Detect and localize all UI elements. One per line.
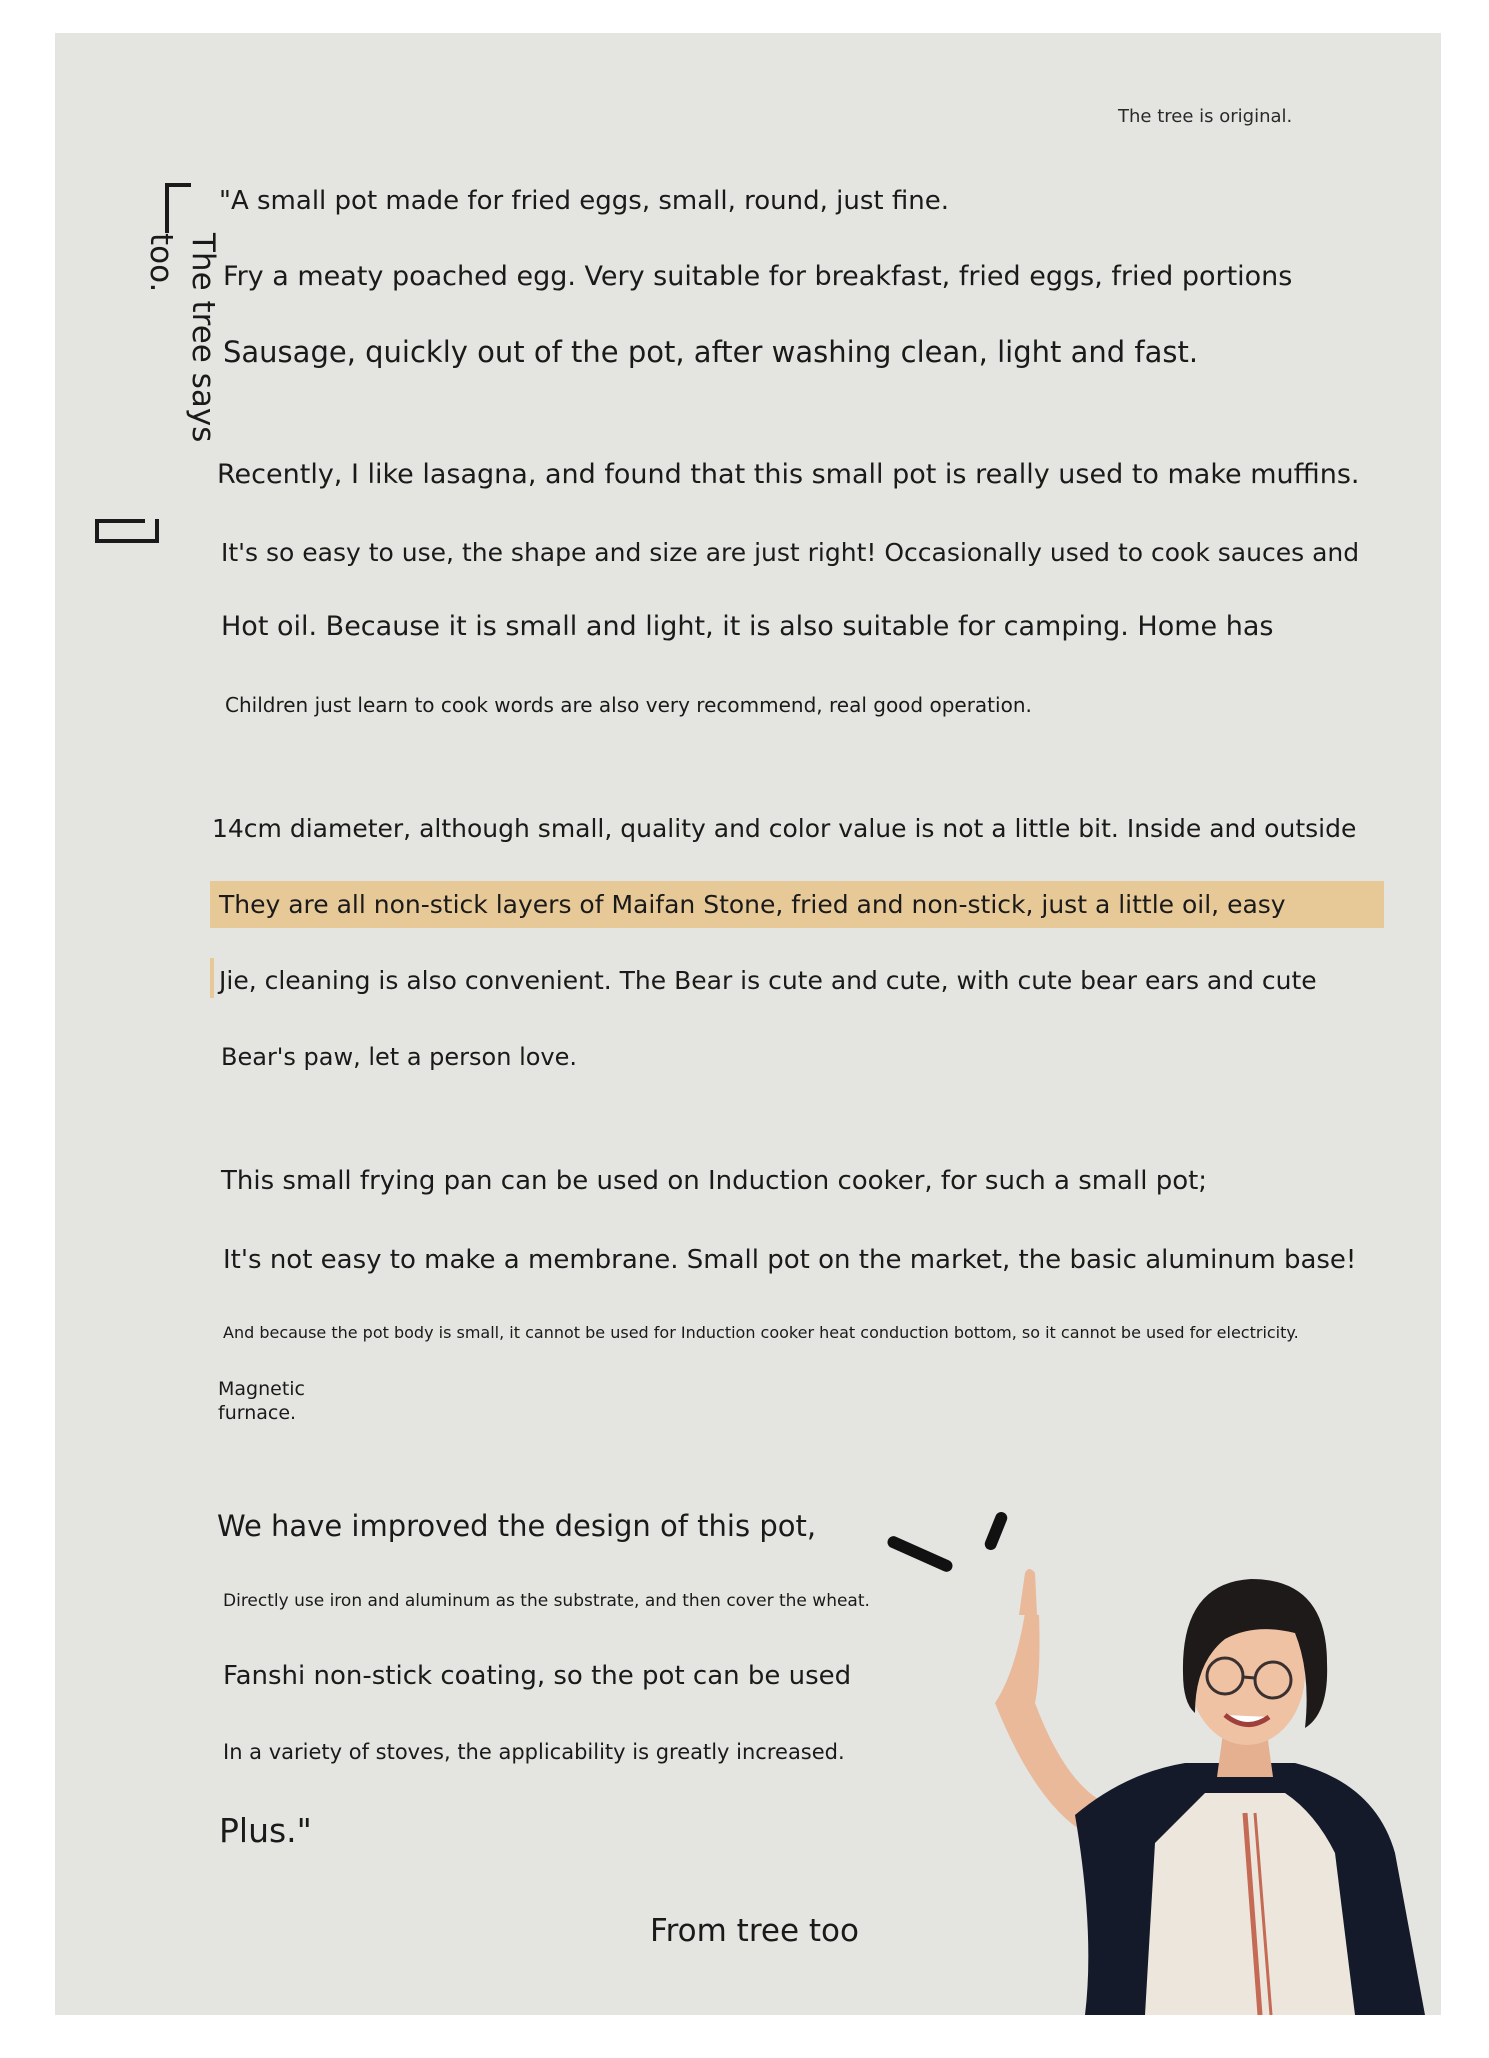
- p1-line-2: Fry a meaty poached egg. Very suitable for breakfast, fried eggs, fried portions: [223, 261, 1293, 292]
- p3-line-4: Bear's paw, let a person love.: [221, 1043, 578, 1071]
- p5-line-5: Plus.": [219, 1811, 312, 1850]
- p2-line-4: Children just learn to cook words are also very recommend, real good operation.: [225, 693, 1032, 717]
- p3-line-2: They are all non-stick layers of Maifan Stone, fried and non-stick, just a little oil, easy: [219, 890, 1286, 919]
- p4-line-5: furnace.: [218, 1402, 297, 1424]
- p1-line-1: "A small pot made for fried eggs, small, round, just fine.: [219, 186, 949, 216]
- signature: From tree too: [650, 1913, 859, 1949]
- credit-note: The tree is original.: [1118, 106, 1293, 127]
- emphasis-stroke-icon: [886, 1534, 955, 1573]
- close-bracket-mark: [95, 519, 159, 543]
- p4-line-1: This small frying pan can be used on Induction cooker, for such a small pot;: [221, 1166, 1208, 1196]
- p5-line-2: Directly use iron and aluminum as the substrate, and then cover the wheat.: [223, 1591, 870, 1611]
- p4-line-4: Magnetic: [218, 1378, 306, 1400]
- open-bracket-mark: [165, 183, 191, 233]
- p5-line-4: In a variety of stoves, the applicability is greatly increased.: [223, 1740, 845, 1764]
- vertical-title: The tree says too.: [143, 233, 221, 443]
- pointing-woman-illustration: [955, 1553, 1441, 2015]
- p2-line-3: Hot oil. Because it is small and light, it is also suitable for camping. Home has: [221, 611, 1274, 642]
- p4-line-2: It's not easy to make a membrane. Small pot on the market, the basic aluminum base!: [223, 1245, 1357, 1275]
- p2-line-1: Recently, I like lasagna, and found that this small pot is really used to make muffins.: [217, 459, 1360, 490]
- p4-line-3: And because the pot body is small, it cannot be used for Induction cooker heat conduction bottom, so it cannot be used for electricity.: [223, 1323, 1299, 1342]
- emphasis-stroke-icon: [983, 1510, 1009, 1552]
- vertical-title-block: [95, 183, 221, 603]
- p1-line-3: Sausage, quickly out of the pot, after washing clean, light and fast.: [223, 335, 1199, 369]
- p3-line-3: Jie, cleaning is also convenient. The Bear is cute and cute, with cute bear ears and cute: [219, 966, 1317, 995]
- p2-line-2: It's so easy to use, the shape and size are just right! Occasionally used to cook sauces and: [221, 538, 1360, 567]
- document-panel: [55, 33, 1441, 2015]
- highlight-marker: [210, 958, 214, 998]
- p5-line-3: Fanshi non-stick coating, so the pot can be used: [223, 1661, 852, 1691]
- p5-line-1: We have improved the design of this pot,: [217, 1509, 817, 1543]
- p3-line-1: 14cm diameter, although small, quality and color value is not a little bit. Inside and outside: [212, 814, 1357, 843]
